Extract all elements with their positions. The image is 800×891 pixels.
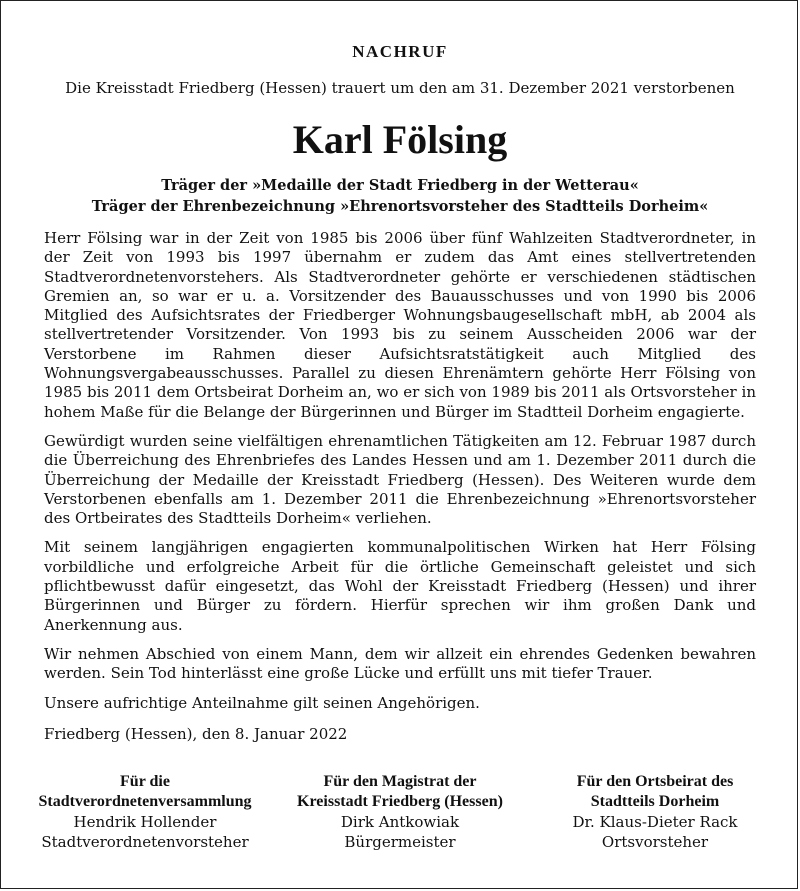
signatory-name: Hendrik Hollender	[73, 813, 217, 831]
obituary-body	[44, 229, 756, 723]
signature-role: Kreisstadt Friedberg (Hessen)	[297, 793, 503, 810]
signatory-name: Dirk Antkowiak	[340, 813, 460, 831]
signature-role: Für den Magistrat der	[323, 773, 477, 790]
signature-role: Für die	[120, 773, 170, 790]
notice-heading: NACHRUF	[352, 42, 448, 61]
body-paragraph: Herr Fölsing war in der Zeit von 1985 bis 2006 über fünf Wahlzeiten Stadtverordneter, in der Zeit von 1993 bis 1997 übernahm er zudem das Amt eines stellvertretenden Stadtverordnetenvorstehers. Als Stadtverordneter gehörte er verschiedenen städtischen Gremien an, so war er u. a. Vorsitzender des Bauausschusses und von 1990 bis 2006 Mitglied des Aufsichtsrates der Friedberger Wohnungsbaugesellschaft mbH, ab 2004 als stellvertretender Vorsitzender. Von 1993 bis zu seinem Ausscheiden 2006 war der Verstorbene im Rahmen dieser Aufsichtsratstätigkeit auch Mitglied des Wohnungsvergabeausschusses. Parallel zu diesen Ehrenämtern gehörte Herr Fölsing von 1985 bis 2011 dem Ortsbeirat Dorheim an, wo er sich von 1989 bis 2011 als Ortsvorsteher in hohem Maße für die Belange der Bürgerinnen und Bürger im Stadtteil Dorheim engagierte.	[44, 229, 756, 421]
signature-row	[20, 772, 780, 852]
signatory-name: Dr. Klaus-Dieter Rack	[572, 813, 738, 831]
signatory-title: Bürgermeister	[344, 833, 456, 851]
signatory-title: Stadtverordnetenvorsteher	[41, 833, 249, 851]
honors-block	[0, 175, 800, 217]
signature-magistrate	[275, 772, 525, 852]
body-paragraph: Gewürdigt wurden seine vielfältigen ehrenamtlichen Tätigkeiten am 12. Februar 1987 durch die Überreichung des Ehrenbriefes des Landes Hessen und am 1. Dezember 2011 durch die Überreichung der Medaille der Kreisstadt Friedberg (Hessen). Des Weiteren wurde dem Verstorbenen ebenfalls am 1. Dezember 2011 die Ehrenbezeichnung »Ehrenortsvorsteher des Ortbeirates des Stadtteils Dorheim« verliehen.	[44, 431, 756, 528]
signature-role: Für den Ortsbeirat des	[576, 773, 734, 790]
body-paragraph: Wir nehmen Abschied von einem Mann, dem wir allzeit ein ehrendes Gedenken bewahren werden. Sein Tod hinterlässt eine große Lücke und erfüllt uns mit tiefer Trauer.	[44, 644, 756, 683]
signature-district-council	[530, 772, 780, 852]
honor-line: Träger der Ehrenbezeichnung »Ehrenortsvorsteher des Stadtteils Dorheim«	[91, 198, 709, 215]
place-date: Friedberg (Hessen), den 8. Januar 2022	[44, 725, 348, 743]
signatory-title: Ortsvorsteher	[601, 833, 709, 851]
signature-council	[20, 772, 270, 852]
honor-line: Träger der »Medaille der Stadt Friedberg in der Wetterau«	[161, 177, 639, 194]
signature-role: Stadtverordnetenversammlung	[38, 793, 252, 810]
deceased-name: Karl Fölsing	[292, 117, 508, 162]
body-paragraph: Mit seinem langjährigen engagierten kommunalpolitischen Wirken hat Herr Fölsing vorbildliche und erfolgreiche Arbeit für die örtliche Gemeinschaft geleistet und sich pflichtbewusst dafür eingesetzt, das Wohl der Kreisstadt Friedberg (Hessen) und ihrer Bürgerinnen und Bürger zu fördern. Hierfür sprechen wir ihm großen Dank und Anerkennung aus.	[44, 538, 756, 634]
body-paragraph: Unsere aufrichtige Anteilnahme gilt seinen Angehörigen.	[44, 693, 480, 712]
intro-line: Die Kreisstadt Friedberg (Hessen) trauert um den am 31. Dezember 2021 verstorbenen	[65, 79, 735, 97]
signature-role: Stadtteils Dorheim	[590, 793, 720, 810]
